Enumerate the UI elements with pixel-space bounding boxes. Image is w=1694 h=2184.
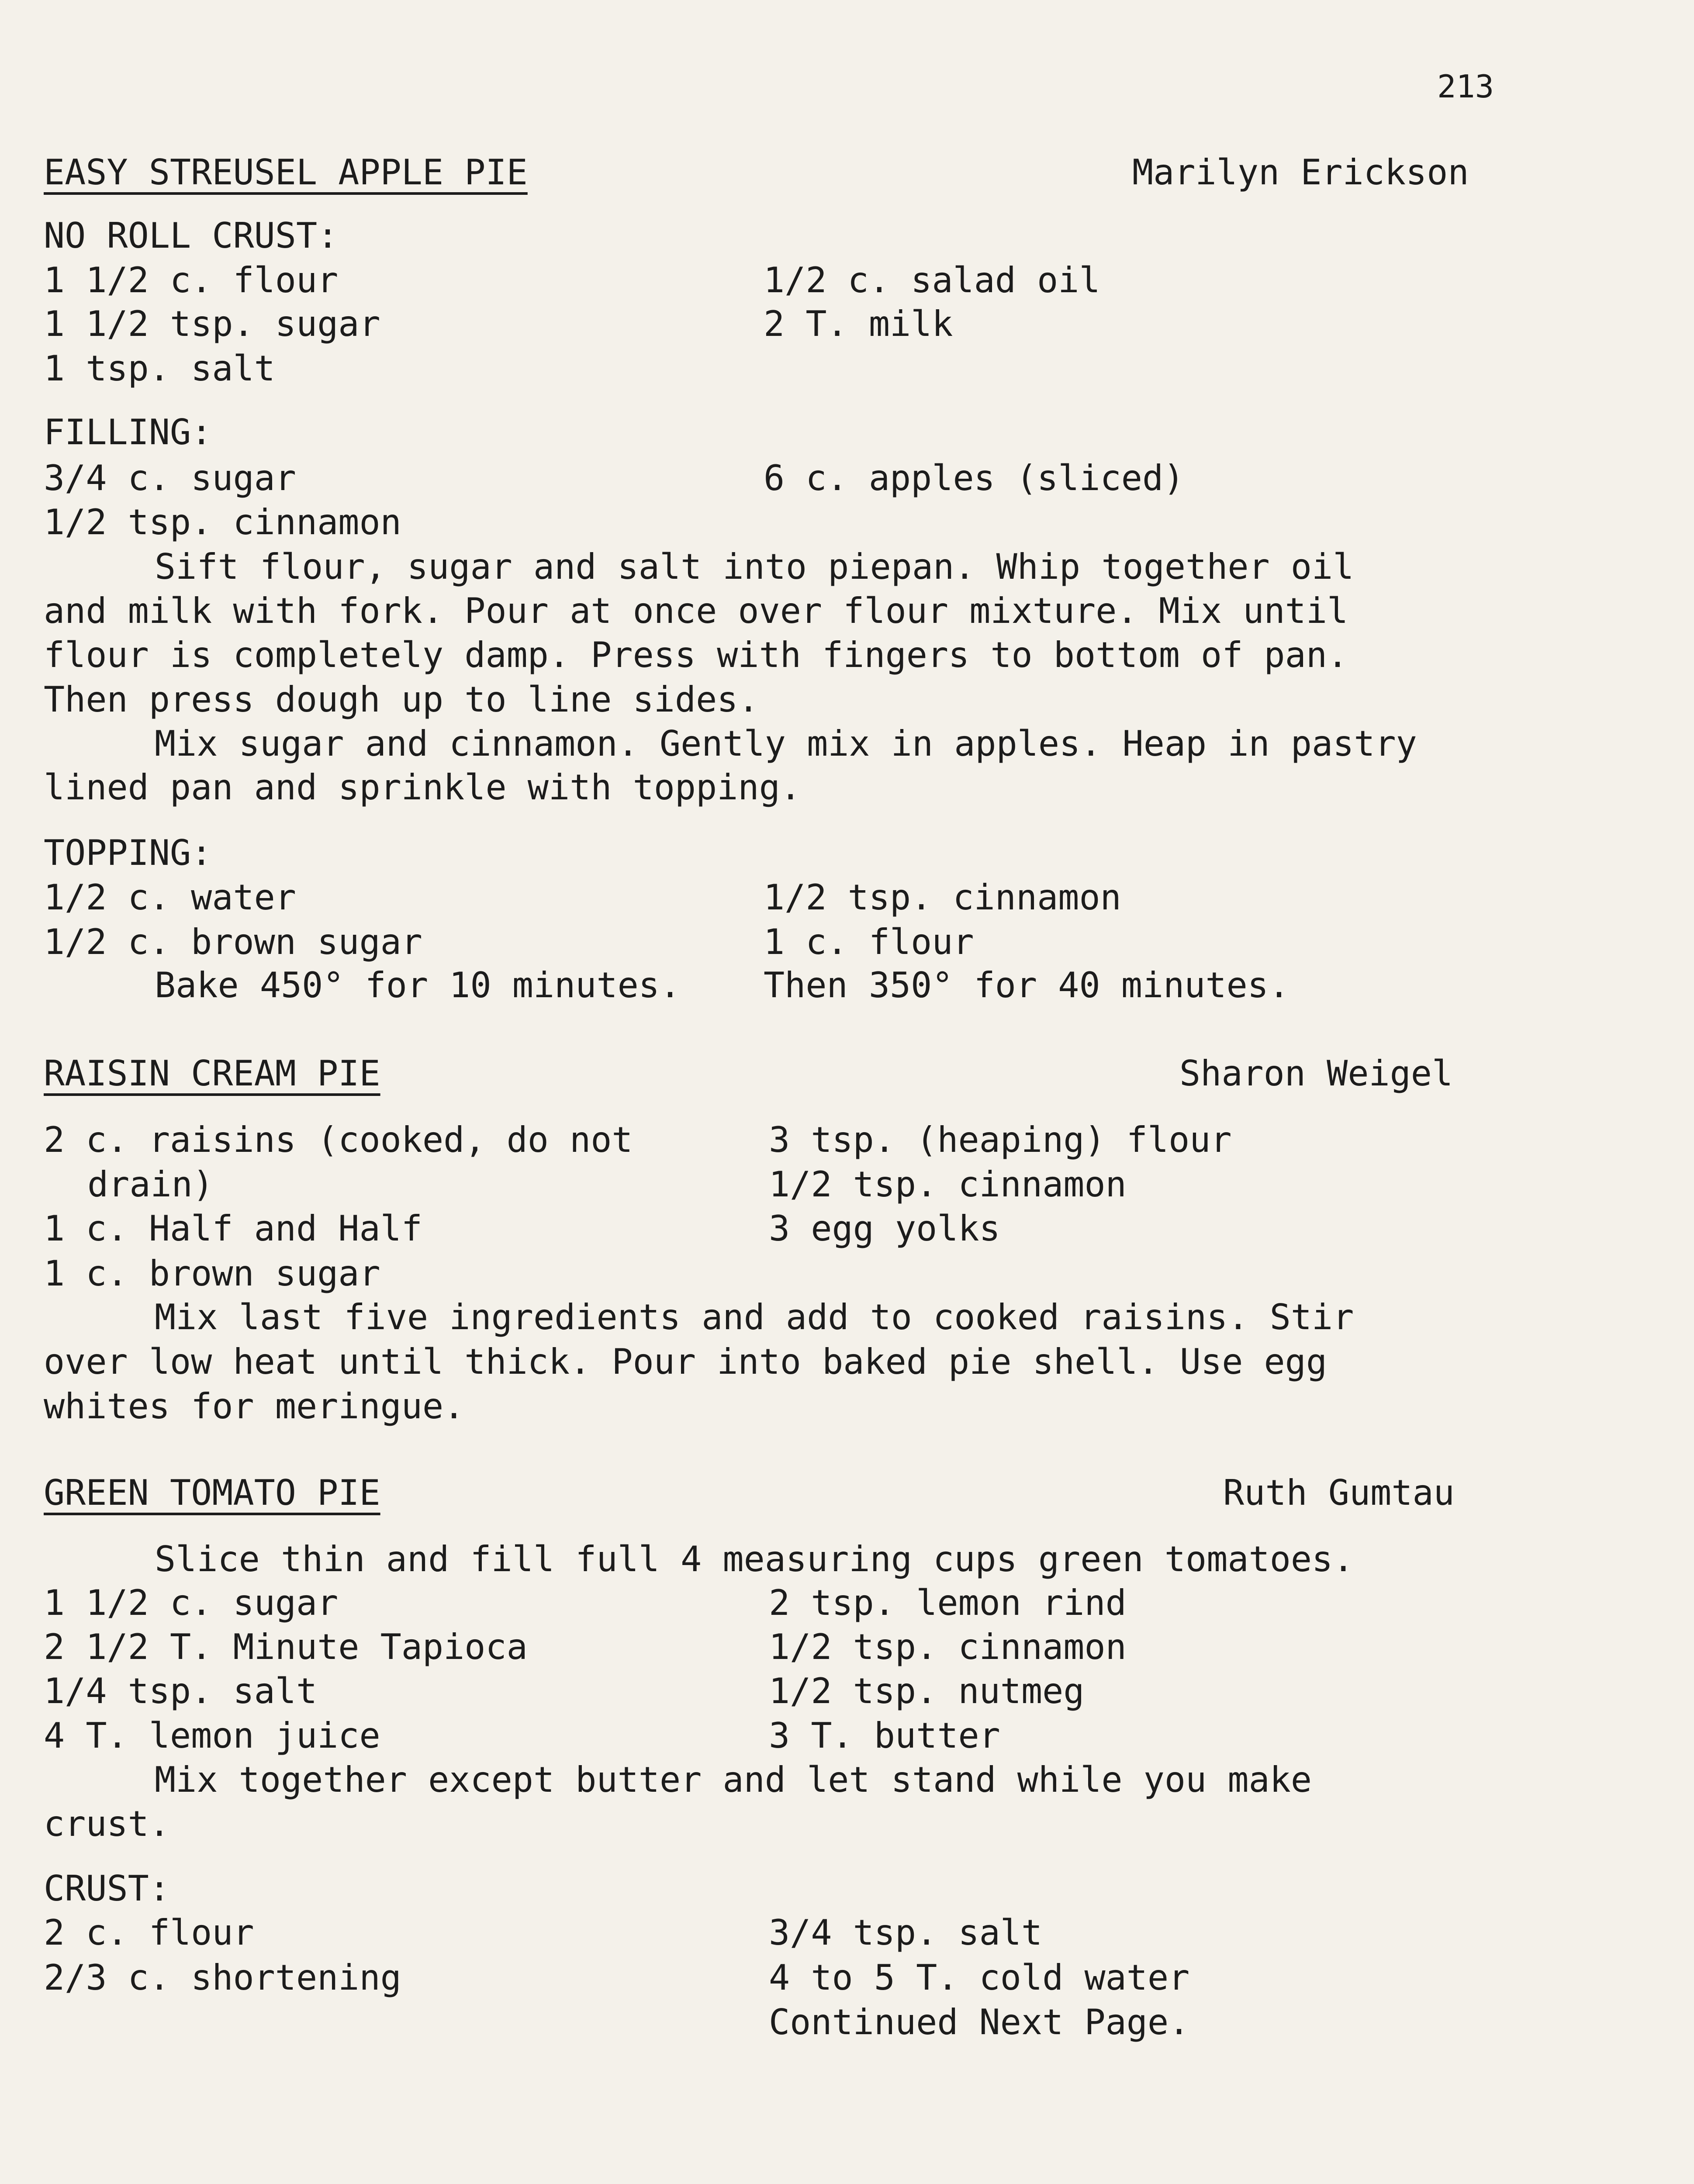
ingredient-line: 3/4 c. sugar	[44, 458, 296, 498]
instruction-line: Mix last five ingredients and add to cooked raisins. Stir	[155, 1297, 1354, 1337]
ingredient-line: 1/2 tsp. nutmeg	[769, 1671, 1085, 1711]
ingredient-line: 1/4 tsp. salt	[44, 1671, 318, 1711]
instruction-line: and milk with fork. Pour at once over flour mixture. Mix until	[44, 591, 1348, 631]
section-heading: CRUST:	[44, 1868, 170, 1909]
ingredient-line: 1 tsp. salt	[44, 348, 275, 389]
section-heading: TOPPING:	[44, 833, 212, 873]
ingredient-line: 3/4 tsp. salt	[769, 1912, 1043, 1953]
ingredient-line: 1/2 c. water	[44, 877, 296, 918]
ingredient-line: 1/2 c. salad oil	[764, 260, 1100, 301]
ingredient-line: 1 c. brown sugar	[44, 1253, 380, 1294]
section-heading: FILLING:	[44, 412, 212, 453]
instruction-line: crust.	[44, 1804, 170, 1844]
ingredient-line: 4 T. lemon juice	[44, 1715, 380, 1756]
baking-instruction: Bake 450° for 10 minutes.	[155, 965, 681, 1006]
ingredient-line: 2 tsp. lemon rind	[769, 1583, 1127, 1623]
instruction-line: whites for meringue.	[44, 1386, 465, 1427]
section-heading: NO ROLL CRUST:	[44, 215, 339, 256]
instruction-line: Mix sugar and cinnamon. Gently mix in apples. Heap in pastry	[155, 723, 1417, 764]
ingredient-line: 1 c. Half and Half	[44, 1208, 422, 1249]
recipe-author: Sharon Weigel	[1179, 1053, 1453, 1094]
baking-instruction: Then 350° for 40 minutes.	[764, 965, 1290, 1006]
ingredient-line: 1/2 c. brown sugar	[44, 922, 422, 962]
ingredient-line: 1 1/2 tsp. sugar	[44, 304, 380, 344]
ingredient-line: 1/2 tsp. cinnamon	[769, 1164, 1127, 1205]
ingredient-line: 2 c. raisins (cooked, do not	[44, 1120, 633, 1160]
ingredient-line: 2 T. milk	[764, 304, 953, 344]
ingredient-line: 1/2 tsp. cinnamon	[769, 1627, 1127, 1667]
ingredient-line: 1/2 tsp. cinnamon	[764, 877, 1121, 918]
instruction-line: flour is completely damp. Press with fingers to bottom of pan.	[44, 635, 1348, 675]
instruction-line: Then press dough up to line sides.	[44, 679, 759, 720]
ingredient-line: 4 to 5 T. cold water	[769, 1957, 1190, 1998]
recipe-author: Marilyn Erickson	[1132, 152, 1469, 193]
continued-next-page: Continued Next Page.	[769, 2002, 1190, 2042]
instruction-line: lined pan and sprinkle with topping.	[44, 767, 801, 808]
recipe-author: Ruth Gumtau	[1223, 1472, 1455, 1513]
ingredient-line: 6 c. apples (sliced)	[764, 458, 1185, 498]
instruction-line: Mix together except butter and let stand while you make	[155, 1759, 1312, 1800]
ingredient-line: drain)	[87, 1164, 214, 1205]
instruction-line: over low heat until thick. Pour into baked pie shell. Use egg	[44, 1341, 1328, 1382]
ingredient-line: 1 1/2 c. sugar	[44, 1583, 339, 1623]
recipe-title-green-tomato-pie: GREEN TOMATO PIE	[44, 1472, 380, 1513]
ingredient-line: 1 c. flour	[764, 922, 974, 962]
ingredient-line: 3 tsp. (heaping) flour	[769, 1120, 1232, 1160]
ingredient-line: 3 egg yolks	[769, 1208, 1000, 1249]
ingredient-line: 1 1/2 c. flour	[44, 260, 339, 301]
recipe-title-easy-streusel-apple-pie: EASY STREUSEL APPLE PIE	[44, 152, 528, 193]
instruction-line: Slice thin and fill full 4 measuring cups green tomatoes.	[155, 1539, 1354, 1579]
ingredient-line: 2 c. flour	[44, 1912, 254, 1953]
ingredient-line: 2 1/2 T. Minute Tapioca	[44, 1627, 528, 1667]
recipe-title-raisin-cream-pie: RAISIN CREAM PIE	[44, 1053, 380, 1094]
page-number: 213	[1437, 68, 1494, 105]
ingredient-line: 2/3 c. shortening	[44, 1957, 401, 1998]
ingredient-line: 3 T. butter	[769, 1715, 1000, 1756]
ingredient-line: 1/2 tsp. cinnamon	[44, 502, 401, 543]
instruction-line: Sift flour, sugar and salt into piepan. Whip together oil	[155, 546, 1354, 587]
